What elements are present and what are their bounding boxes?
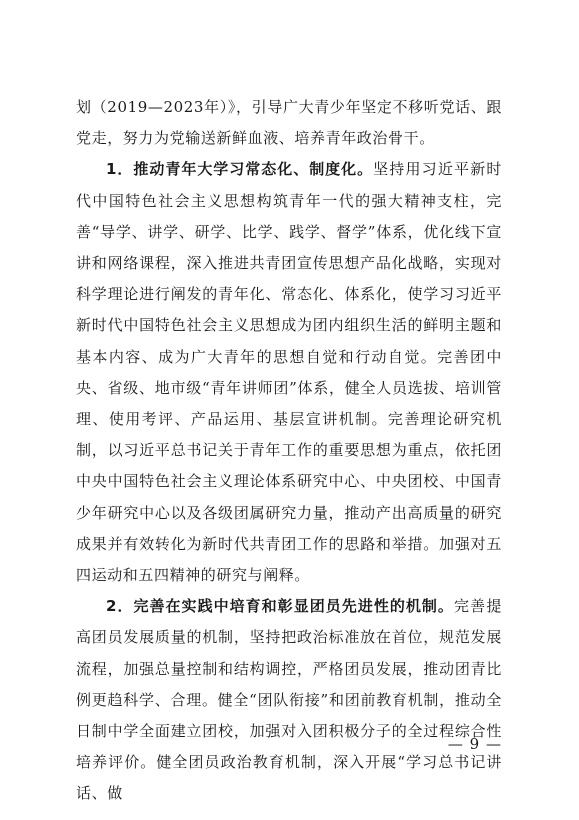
section-heading: 1．推动青年大学习常态化、制度化。 (106, 160, 374, 179)
page-number: — 9 — (447, 735, 502, 753)
paragraph-section-2 (76, 591, 502, 809)
paragraph-continuation (76, 92, 502, 154)
paragraph-text: 坚持用习近平新时代中国特色社会主义思想构筑青年一代的强大精神支柱，完善“导学、讲学、研学、比学、践学、督学”体系，优化线下宣讲和网络课程，深入推进共青团宣传思想产品化战略，实现对科学理论进行阐发的青年化、常态化、体系化，使学习习近平新时代中国特色社会主义思想成为团内组织生活的鲜明主题和基本内容、成为广大青年的思想自觉和行动自觉。完善团中央、省级、地市级“青年讲师团”体系，健全人员选拔、培训管理、使用考评、产品运用、基层宣讲机制。完善理论研究机制，以习近平总书记关于青年工作的重要思想为重点，依托团中央中国特色社会主义理论体系研究中心、中央团校、中国青少年研究中心以及各级团属研究力量，推动产出高质量的研究成果并有效转化为新时代共青团工作的思路和举措。加强对五四运动和五四精神的研究与阐释。 (76, 160, 502, 585)
document-body (76, 92, 502, 810)
section-heading: 2．完善在实践中培育和彰显团员先进性的机制。 (106, 597, 454, 616)
paragraph-text: 完善提高团员发展质量的机制，坚持把政治标准放在首位，规范发展流程，加强总量控制和结构调控，严格团员发展，推动团青比例更趋科学、合理。健全“团队衔接”和团前教育机制，推动全日制中学全面建立团校，加强对入团积极分子的全过程综合性培养评价。健全团员政治教育机制，深入开展“学习总书记讲话、做 (76, 597, 502, 803)
paragraph-text: 划（2019—2023年）》，引导广大青少年坚定不移听党话、跟党走，努力为党输送新鲜血液、培养青年政治骨干。 (76, 98, 502, 148)
paragraph-section-1 (76, 154, 502, 591)
